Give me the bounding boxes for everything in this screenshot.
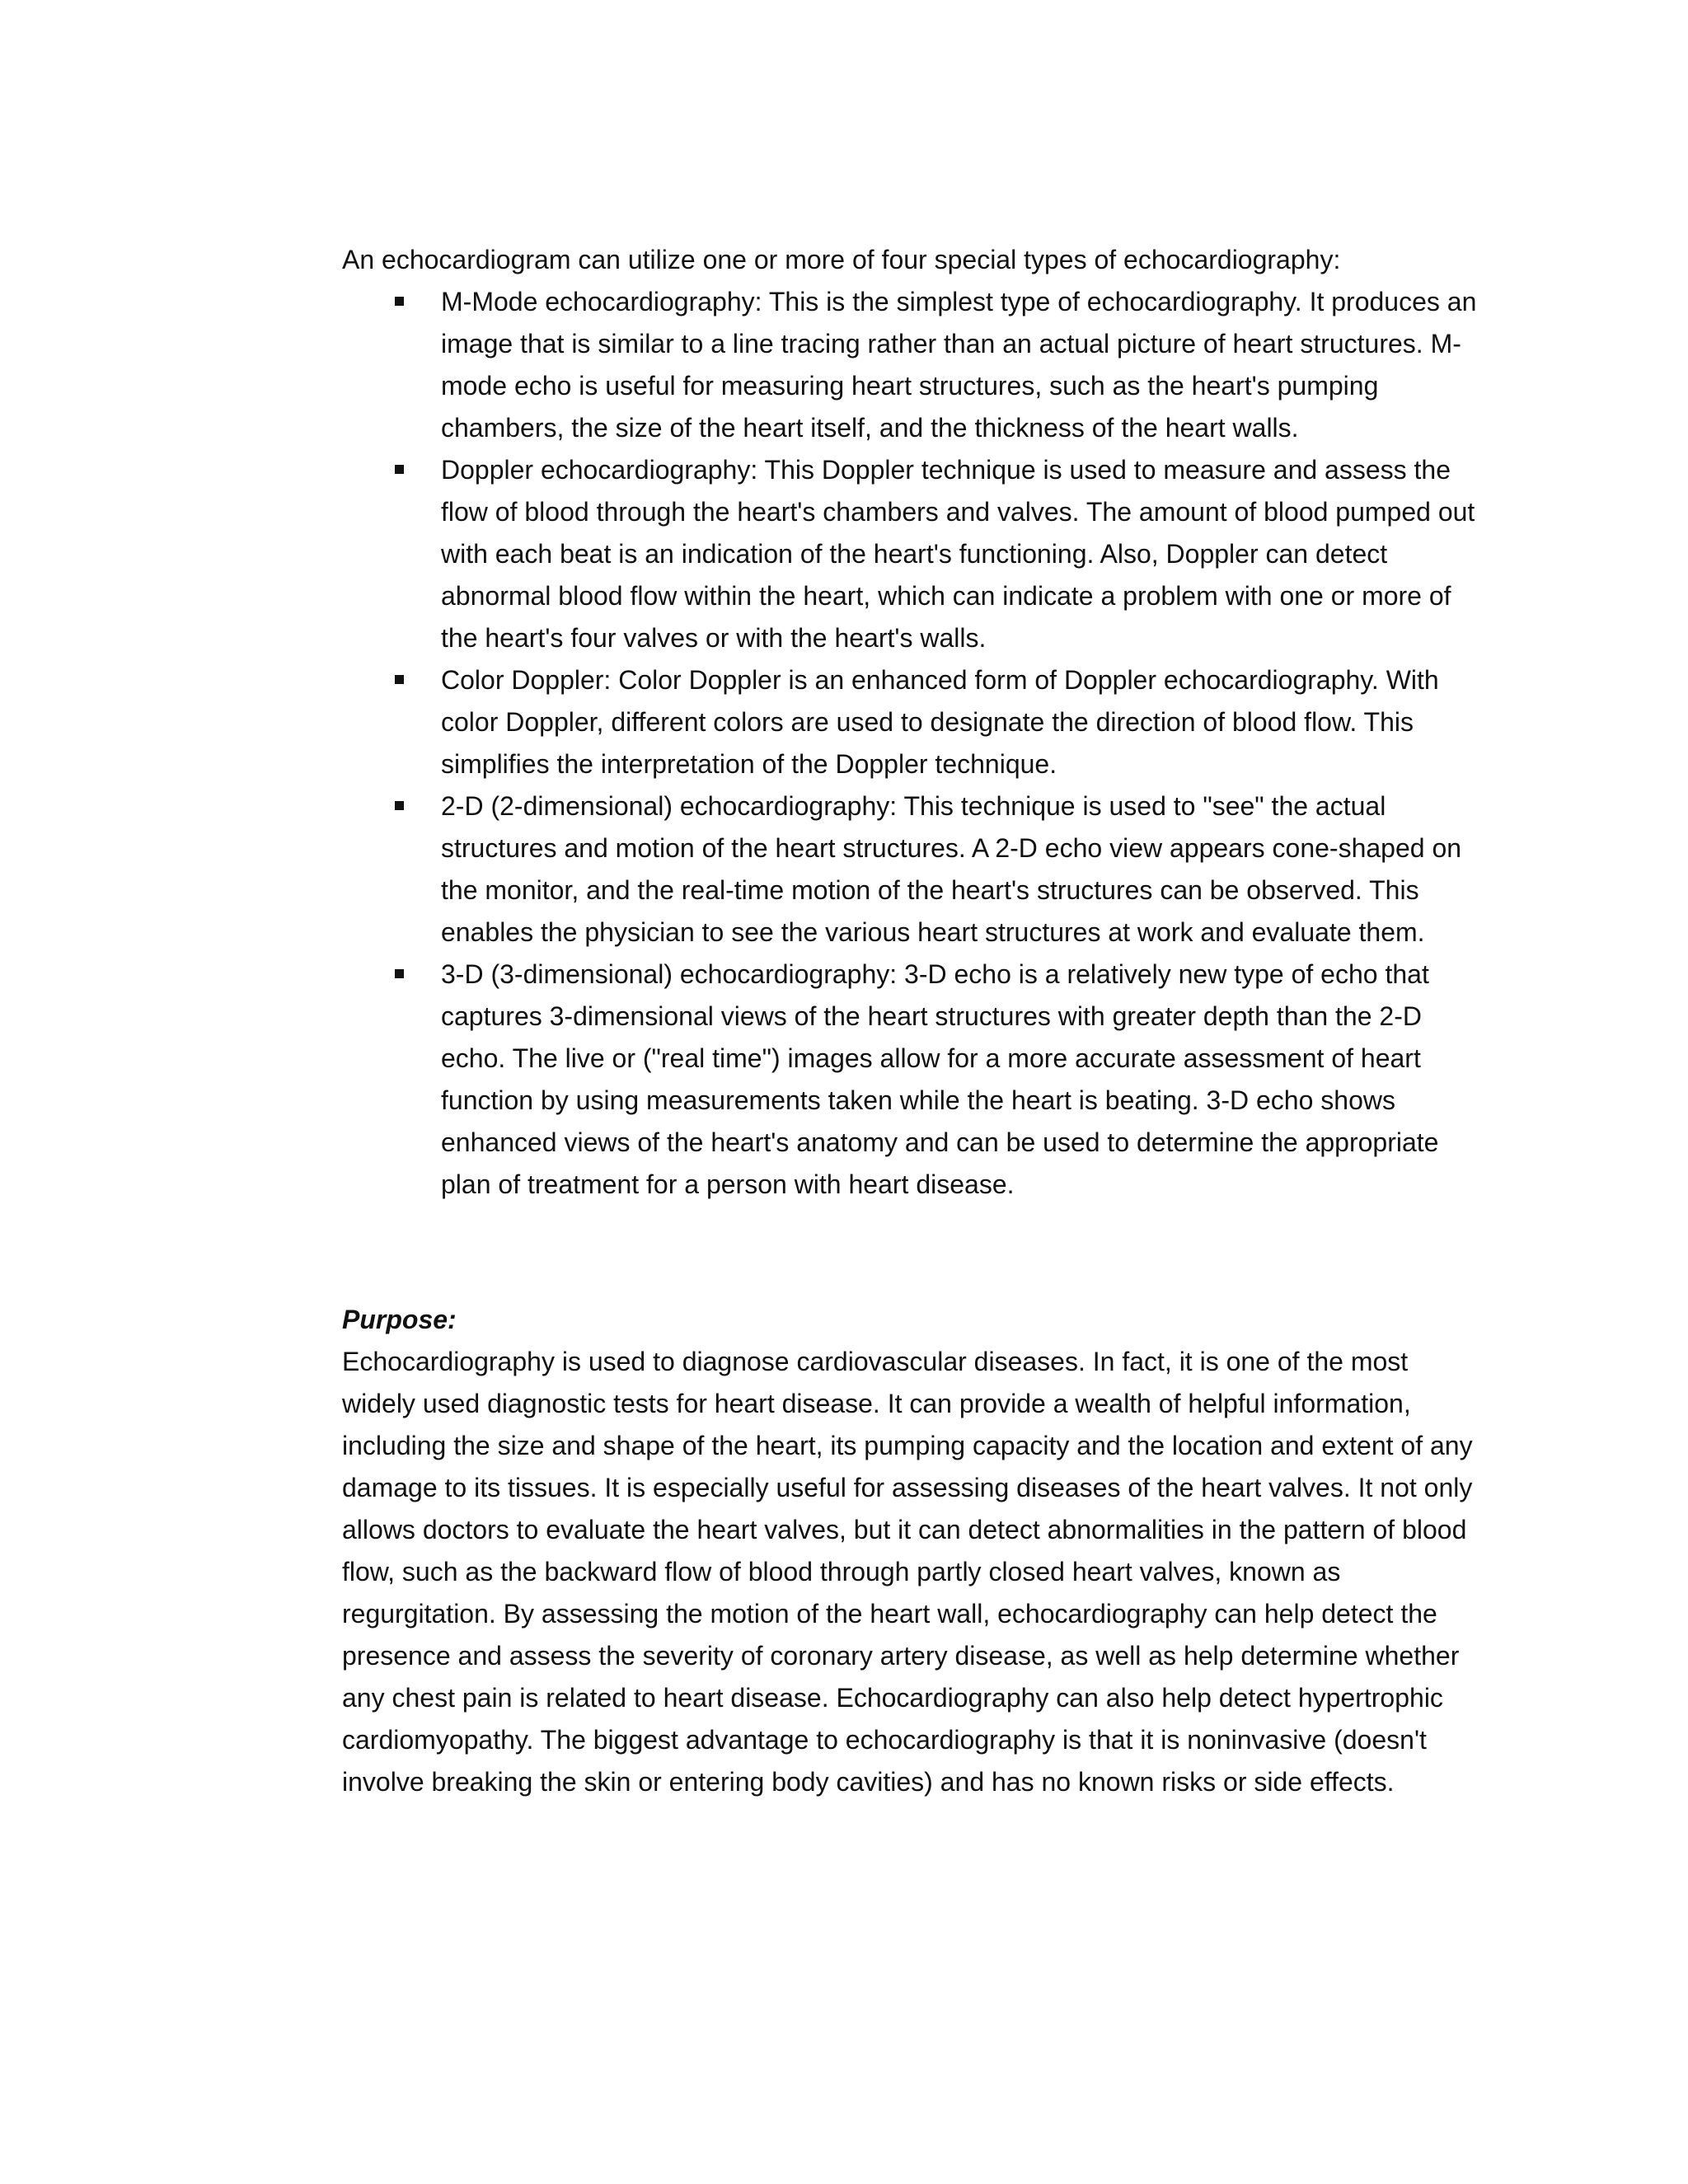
intro-paragraph: An echocardiogram can utilize one or more of four special types of echocardiography:	[342, 245, 1341, 274]
list-item-3d-echo	[441, 954, 1479, 1206]
list-item-text: Doppler echocardiography: This Doppler technique is used to measure and assess the flow of blood through the heart's chambers and valves. The amount of blood pumped out with each beat is an indication of the heart's functioning. Also, Doppler can detect abnormal blood flow within the heart, which can indicate a problem with one or more of the heart's four valves or with the heart's walls.	[441, 455, 1475, 653]
square-bullet-icon	[395, 465, 404, 474]
purpose-heading: Purpose:	[342, 1305, 457, 1334]
list-item-text: 3-D (3-dimensional) echocardiography: 3-D echo is a relatively new type of echo that captures 3-dimensional views of the heart structures with greater depth than the 2-D echo. The live or ("real time") images allow for a more accurate assessment of heart function by using measurements taken while the heart is beating. 3-D echo shows enhanced views of the heart's anatomy and can be used to determine the appropriate plan of treatment for a person with heart disease.	[441, 959, 1439, 1199]
list-item-text: 2-D (2-dimensional) echocardiography: This technique is used to "see" the actual structures and motion of the heart structures. A 2-D echo view appears cone-shaped on the monitor, and the real-time motion of the heart's structures can be observed. This enables the physician to see the various heart structures at work and evaluate them.	[441, 791, 1462, 947]
list-item-2d-echo	[441, 785, 1479, 954]
square-bullet-icon	[395, 675, 404, 684]
square-bullet-icon	[395, 297, 404, 306]
square-bullet-icon	[395, 801, 404, 810]
list-item-text: Color Doppler: Color Doppler is an enhanced form of Doppler echocardiography. With color Doppler, different colors are used to designate the direction of blood flow. This simplifies the interpretation of the Doppler technique.	[441, 665, 1439, 779]
list-item-doppler	[441, 449, 1479, 659]
list-item-text: M-Mode echocardiography: This is the simplest type of echocardiography. It produces an image that is similar to a line tracing rather than an actual picture of heart structures. M-mode echo is useful for measuring heart structures, such as the heart's pumping chambers, the size of the heart itself, and the thickness of the heart walls.	[441, 287, 1477, 443]
square-bullet-icon	[395, 969, 404, 978]
list-item-m-mode	[441, 281, 1479, 449]
list-item-color-doppler	[441, 659, 1479, 785]
document-page	[342, 239, 1479, 1803]
purpose-paragraph: Echocardiography is used to diagnose cardiovascular diseases. In fact, it is one of the most widely used diagnostic tests for heart disease. It can provide a wealth of helpful information, including the size and shape of the heart, its pumping capacity and the location and extent of any damage to its tissues. It is especially useful for assessing diseases of the heart valves. It not only allows doctors to evaluate the heart valves, but it can detect abnormalities in the pattern of blood flow, such as the backward flow of blood through partly closed heart valves, known as regurgitation. By assessing the motion of the heart wall, echocardiography can help detect the presence and assess the severity of coronary artery disease, as well as help determine whether any chest pain is related to heart disease. Echocardiography can also help detect hypertrophic cardiomyopathy. The biggest advantage to echocardiography is that it is noninvasive (doesn't involve breaking the skin or entering body cavities) and has no known risks or side effects.	[342, 1347, 1473, 1797]
echo-types-list	[342, 281, 1479, 1206]
